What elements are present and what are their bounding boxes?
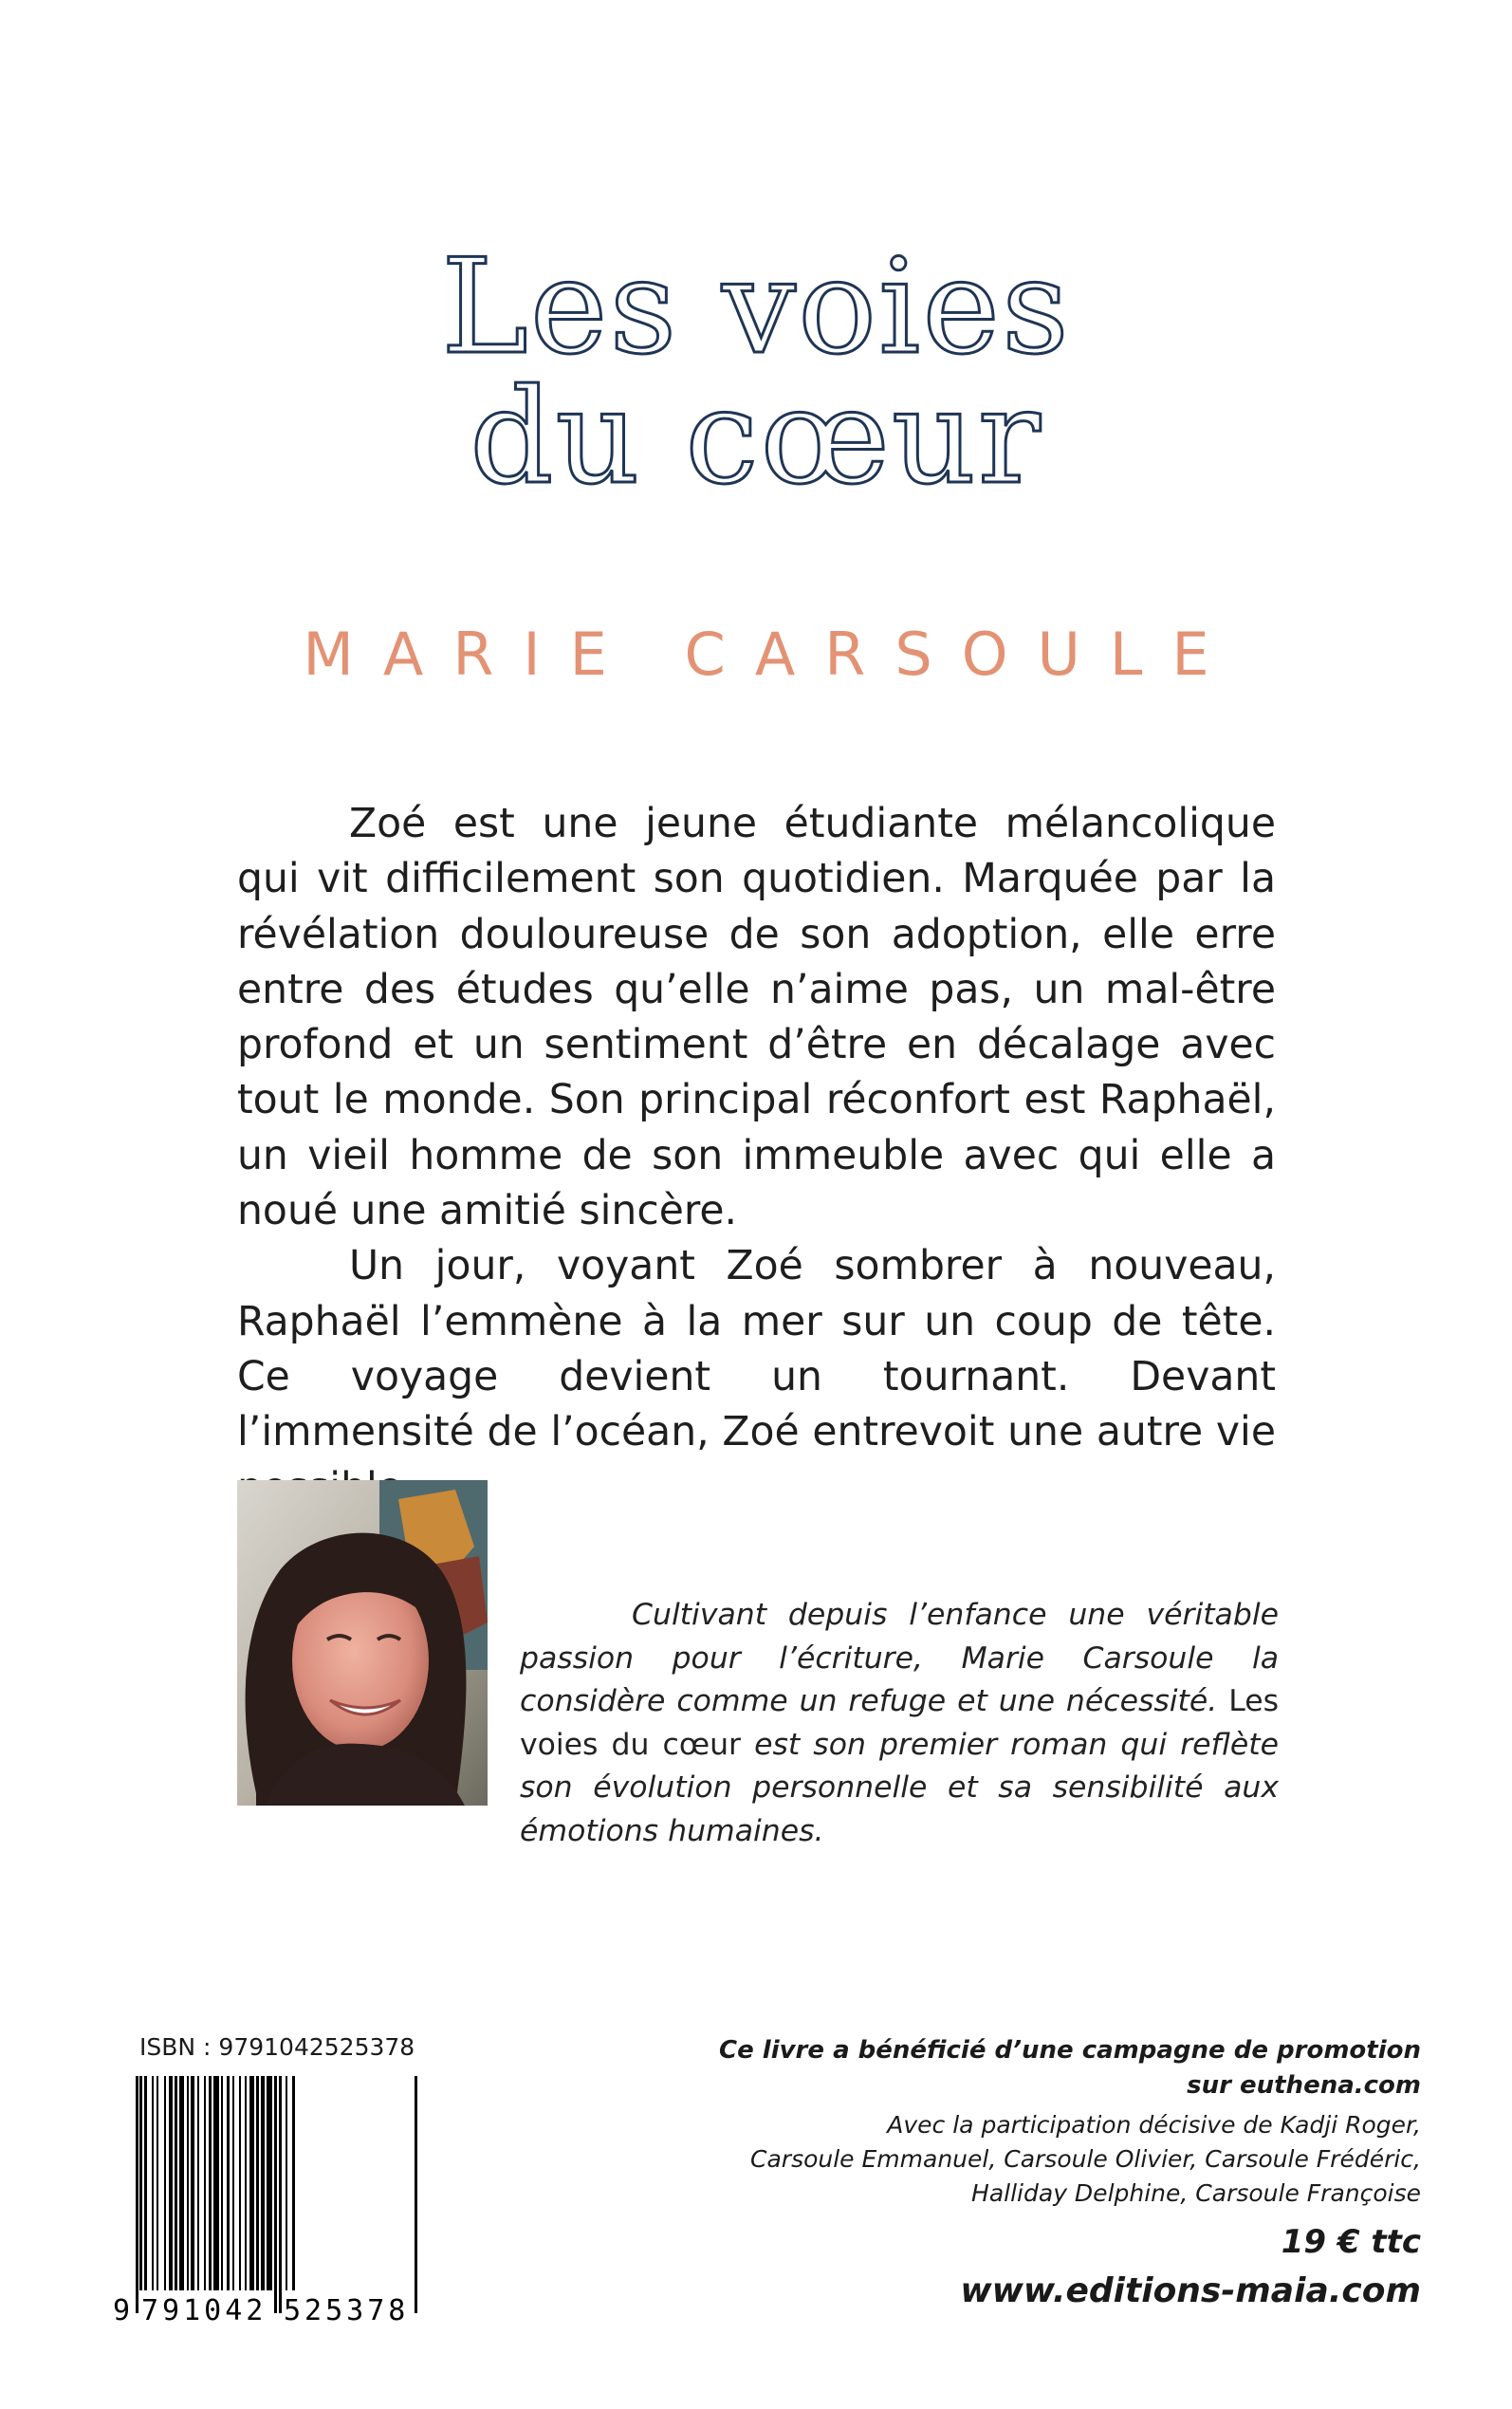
book-title-line-1: Les voies: [441, 231, 1071, 383]
barcode-bar: [221, 2076, 223, 2290]
barcode-bar: [179, 2076, 184, 2290]
author-bio: [520, 1594, 1279, 1853]
barcode-bar: [292, 2076, 295, 2290]
barcode-bar: [232, 2076, 234, 2290]
barcode-bar: [267, 2076, 272, 2290]
participation-line-1: Avec la participation décisive de Kadji Roger,: [887, 2111, 1421, 2139]
promotion-notice: [700, 2033, 1421, 2103]
barcode-bar: [204, 2076, 206, 2290]
promotion-line-1: Ce livre a bénéficié d’une campagne de promotion: [719, 2036, 1421, 2065]
author-photo: [237, 1480, 488, 1806]
barcode-bar: [191, 2076, 194, 2290]
barcode-bar: [197, 2076, 199, 2290]
barcode-bar: [144, 2076, 147, 2290]
barcode-bar: [187, 2076, 189, 2290]
barcode-lead-digit: 9: [113, 2294, 131, 2323]
barcode-guard-bar: [279, 2076, 282, 2313]
participation-credits: [700, 2108, 1421, 2211]
barcode-guard-bar: [415, 2076, 417, 2313]
barcode-digits-right: 525378: [284, 2294, 410, 2323]
author-name: MARIE CARSOULE: [303, 620, 1239, 689]
participation-line-3: Halliday Delphine, Carsoule Françoise: [971, 2179, 1421, 2207]
isbn-label: ISBN : 9791042525378: [139, 2033, 415, 2061]
barcode-bar: [209, 2076, 212, 2290]
barcode-bar: [164, 2076, 166, 2290]
barcode-digits-left: 791042: [141, 2294, 267, 2323]
barcode-bar: [175, 2076, 177, 2290]
barcode-bar: [239, 2076, 241, 2290]
participation-line-2: Carsoule Emmanuel, Carsoule Olivier, Carsoule Frédéric,: [750, 2145, 1421, 2173]
barcode-bar: [213, 2076, 219, 2290]
barcode-bar: [256, 2076, 259, 2290]
barcode-bar: [249, 2076, 254, 2290]
barcode-bar: [261, 2076, 265, 2290]
barcode: [113, 2076, 435, 2326]
barcode-bar: [152, 2076, 154, 2290]
publisher-website: www.editions-maia.com: [960, 2271, 1421, 2310]
barcode-bar: [169, 2076, 173, 2290]
bio-text-part-2: est son premier roman qui reflète son évolution personnelle et sa sensibilité aux émotions humaines.: [520, 1727, 1280, 1848]
bio-book-title: Les voies du cœur: [520, 1684, 1279, 1762]
barcode-guard-bar: [136, 2076, 138, 2313]
barcode-bar: [245, 2076, 247, 2290]
price: 19 € ttc: [1281, 2223, 1421, 2261]
barcode-bar: [139, 2076, 142, 2290]
back-cover-blurb: [237, 797, 1276, 1516]
barcode-guard-bar: [274, 2076, 277, 2313]
blurb-paragraph-2: Un jour, voyant Zoé sombrer à nouveau, Raphaël l’emmène à la mer sur un coup de tête. Ce voyage devient un tournant. Devant l’immensité de l’océan, Zoé entrevoit une autre vie: [237, 1243, 1276, 1456]
blurb-paragraph-1: Zoé est une jeune étudiante mélancolique qui vit difficilement son quotidien. Marquée par la révélation douloureuse de son adoption, elle erre entre des études qu’elle n’aime pas, un mal-être profond et un sentiment d’être en décalage avec tout le monde. Son principal réconfort est Raphaël, un vieil homme de son immeuble avec qui elle a noué une amitié sincère.: [237, 801, 1276, 1235]
barcode-bar: [227, 2076, 230, 2290]
book-title-line-2: du cœur: [470, 361, 1042, 513]
barcode-bar: [286, 2076, 287, 2290]
bio-text-part-1: Cultivant depuis l’enfance une véritable passion pour l’écriture, Marie Carsoule la considère comme un refuge et une nécessité.: [520, 1598, 1279, 1718]
barcode-bar: [157, 2076, 158, 2290]
promotion-line-2: sur euthena.com: [1187, 2071, 1421, 2100]
